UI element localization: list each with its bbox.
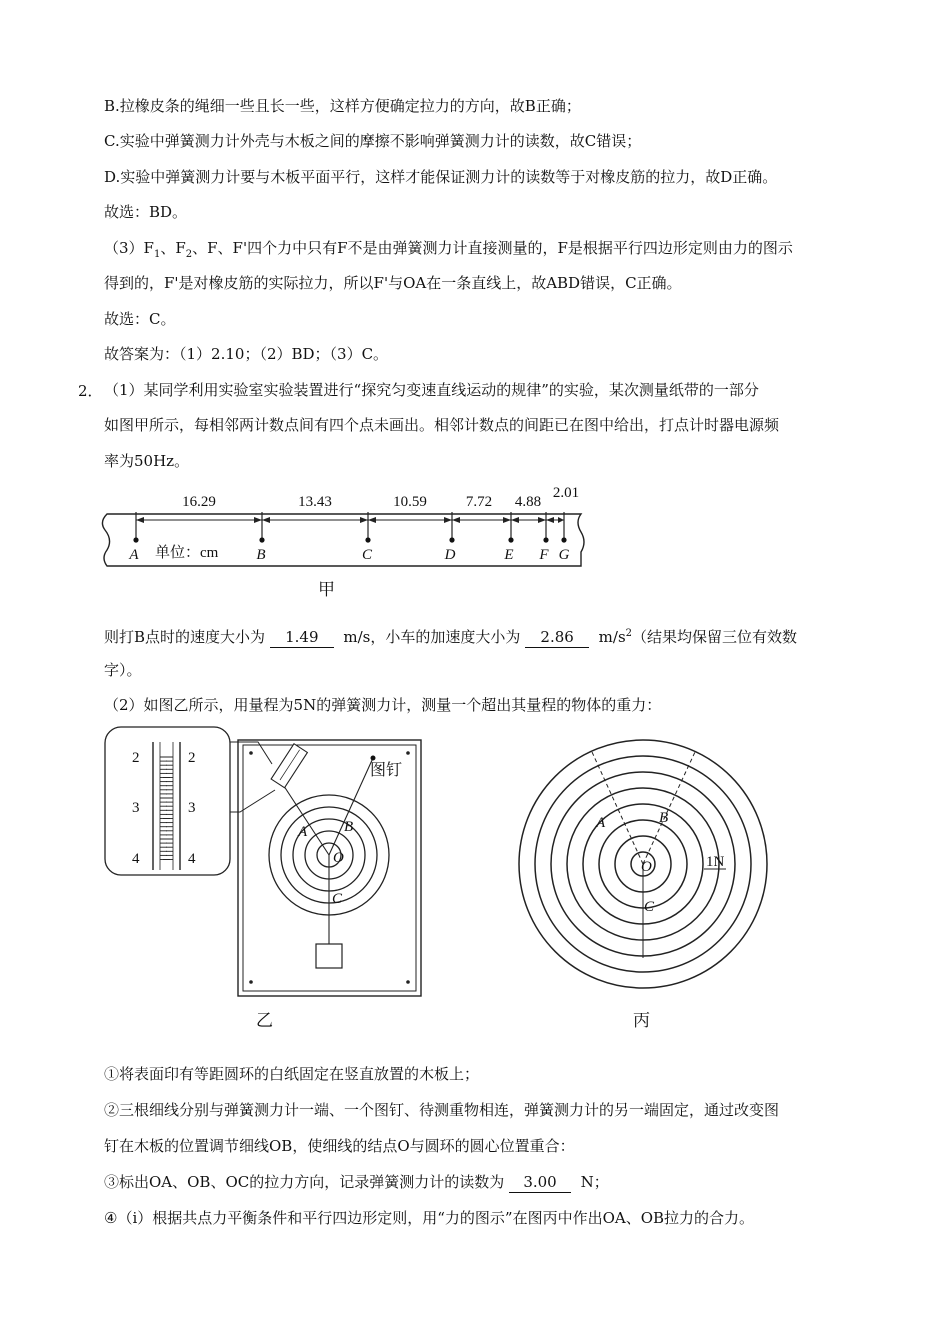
- figure-caption: 乙: [256, 1011, 273, 1031]
- distance-label: 2.01: [552, 485, 580, 501]
- text-line: ③标出OA、OB、OC的拉力方向，记录弹簧测力计的读数为 3.00 N；: [104, 1173, 609, 1191]
- text-line: 钉在木板的位置调节细线OB，使细线的结点O与圆环的圆心位置重合：: [104, 1137, 575, 1155]
- point-label: B: [344, 819, 354, 835]
- scale-label: 1N: [706, 854, 725, 870]
- text-line: 则打B点时的速度大小为 1.49 m/s，小车的加速度大小为 2.86 $m/s^2$（结果均保留三位有效数: [104, 628, 798, 646]
- unit-label: 单位：cm: [155, 545, 219, 561]
- point-label: F: [539, 547, 549, 563]
- distance-label: 4.88: [514, 494, 542, 510]
- point-label: O: [333, 850, 344, 866]
- text-line: 得到的，F'是对橡皮筋的实际拉力，所以F'与OA在一条直线上，故ABD错误，C正确。: [104, 274, 682, 292]
- distance-label: 16.29: [182, 494, 216, 510]
- text-line: ④（ⅰ）根据共点力平衡条件和平行四边形定则，用“力的图示”在图丙中作出OA、OB拉力的合力。: [104, 1209, 755, 1227]
- point-label: B: [256, 547, 266, 563]
- figure-caption: 甲: [318, 580, 335, 600]
- text-line: （2）如图乙所示，用量程为5N的弹簧测力计，测量一个超出其量程的物体的重力：: [104, 696, 662, 714]
- text-line: ②三根细线分别与弹簧测力计一端、一个图钉、待测重物相连，弹簧测力计的另一端固定，通过改变图: [104, 1101, 780, 1119]
- text-line: C.实验中弹簧测力计外壳与木板之间的摩擦不影响弹簧测力计的读数，故C错误；: [104, 132, 642, 150]
- text-line: 字）。: [104, 661, 142, 679]
- point-label: E: [504, 547, 514, 563]
- point-label: A: [298, 824, 308, 840]
- point-label: D: [444, 547, 456, 563]
- scale-tick-label: 4: [188, 851, 196, 867]
- point-label: C: [361, 547, 373, 563]
- answer-blank: 2.86: [525, 627, 589, 648]
- point-label: O: [641, 859, 652, 875]
- text-line: ①将表面印有等距圆环的白纸固定在竖直放置的木板上；: [104, 1065, 480, 1083]
- point-label: G: [558, 547, 570, 563]
- figure-caption: 丙: [633, 1011, 650, 1031]
- text-line: 故答案为：（1）2.10；（2）BD；（3）C。: [104, 345, 389, 363]
- scale-tick-label: 2: [132, 750, 140, 766]
- text-line: $(3)F_1$、$F_2$、F、F'四个力中只有F不是由弹簧测力计直接测量的，F是根据平行四边形定则由力的图示: [104, 239, 793, 260]
- pin-label: 图钉: [370, 762, 403, 779]
- text-line: B.拉橡皮条的绳细一些且长一些，这样方便确定拉力的方向，故B正确；: [104, 97, 581, 115]
- distance-label: 13.43: [298, 494, 332, 510]
- point-label: B: [659, 810, 669, 826]
- distance-label: 7.72: [465, 494, 493, 510]
- scale-tick-label: 3: [188, 800, 196, 816]
- text-line: 故选：C。: [104, 310, 176, 328]
- distance-label: 10.59: [393, 494, 427, 510]
- scale-tick-label: 2: [188, 750, 196, 766]
- text-line: 故选：BD。: [104, 203, 188, 221]
- scale-tick-label: 4: [132, 851, 140, 867]
- text-line: D.实验中弹簧测力计要与木板平面平行，这样才能保证测力计的读数等于对橡皮筋的拉力，故D正确。: [104, 168, 778, 186]
- point-label: C: [644, 899, 655, 915]
- answer-blank: 3.00: [509, 1172, 571, 1193]
- point-label: A: [596, 815, 606, 831]
- text-line: 率为50Hz。: [104, 452, 190, 470]
- point-label: A: [129, 547, 139, 563]
- figure-yi-apparatus: [100, 722, 430, 1004]
- text-line: 如图甲所示，每相邻两计数点间有四个点未画出。相邻计数点的间距已在图中给出，打点计时器电源频: [104, 416, 780, 434]
- scale-tick-label: 3: [132, 800, 140, 816]
- figure-bing-rings: [512, 733, 774, 995]
- figure-jia-tape: [95, 482, 595, 570]
- answer-blank: 1.49: [270, 627, 334, 648]
- text-line: （1）某同学利用实验室实验装置进行“探究匀变速直线运动的规律”的实验，某次测量纸带的一部分: [104, 381, 759, 399]
- point-label: C: [332, 891, 343, 907]
- question-number: 2．: [78, 382, 103, 400]
